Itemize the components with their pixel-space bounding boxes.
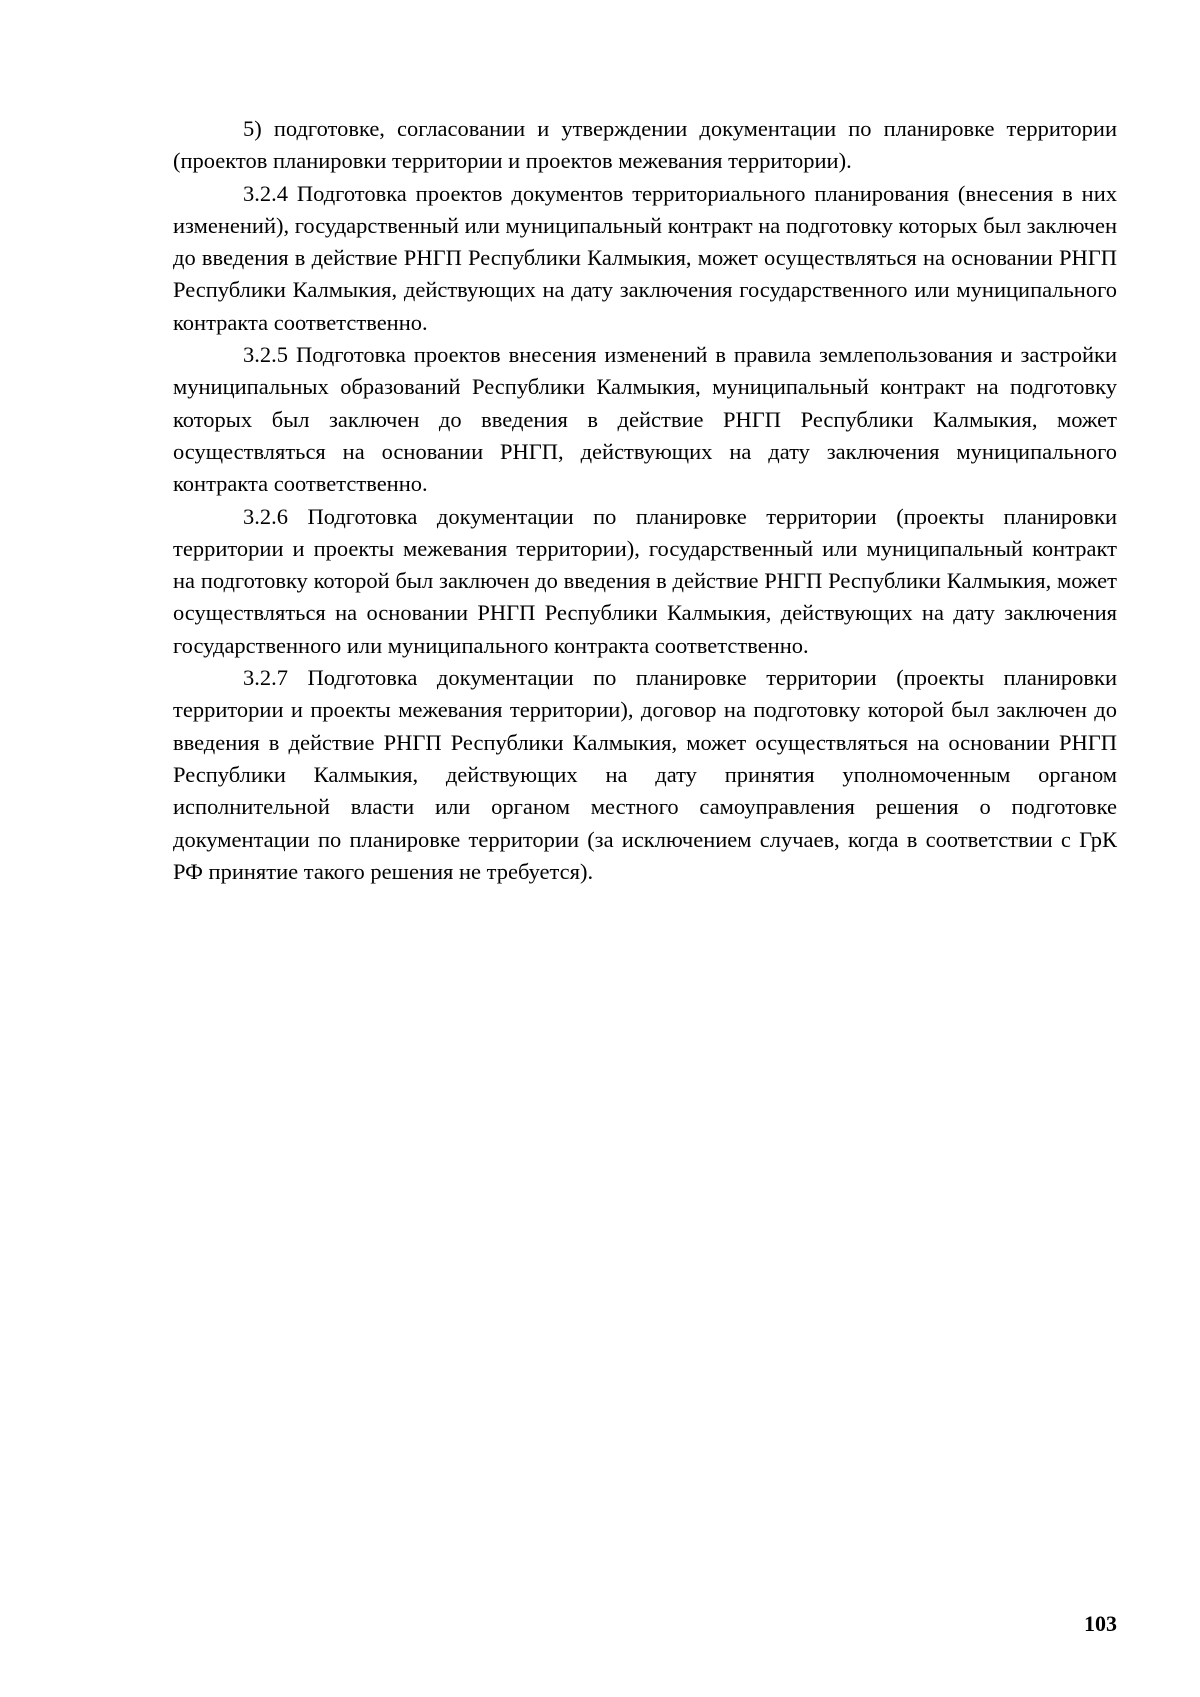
paragraph-3-2-5: 3.2.5 Подготовка проектов внесения изменений в правила землепользования и застройки муниципальных образований Республики Калмыкия, муниципальный контракт на подготовку которых был заключен до введения в действие РНГП Республики Калмыкия, может осуществляться на основании РНГП, действующих на дату заключения муниципального контракта соответственно. — [173, 342, 1117, 497]
document-body — [173, 113, 1117, 888]
paragraph-3-2-4: 3.2.4 Подготовка проектов документов территориального планирования (внесения в них изменений), государственный или муниципальный контракт на подготовку которых был заключен до введения в действие РНГП Республики Калмыкия, может осуществляться на основании РНГП Республики Калмыкия, действующих на дату заключения государственного или муниципального контракта соответственно. — [173, 180, 1118, 335]
paragraph-3-2-7: 3.2.7 Подготовка документации по планировке территории (проекты планировки территории и проекты межевания территории), договор на подготовку которой был заключен до введения в действие РНГП Республики Калмыкия, может осуществляться на основании РНГП Республики Калмыкия, действующих на дату принятия уполномоченным органом исполнительной власти или органом местного самоуправления решения о подготовке документации по планировке территории (за исключением случаев, когда в соответствии с ГрК РФ принятие такого решения не требуется). — [173, 665, 1117, 884]
paragraph-3-2-6: 3.2.6 Подготовка документации по планировке территории (проекты планировки территории и проекты межевания территории), государственный или муниципальный контракт на подготовку которой был заключен до введения в действие РНГП Республики Калмыкия, может осуществляться на основании РНГП Республики Калмыкия, действующих на дату заключения государственного или муниципального контракта соответственно. — [173, 503, 1117, 658]
page-number: 103 — [1084, 1611, 1117, 1636]
paragraph-item-5: 5) подготовке, согласовании и утверждении документации по планировке территории (проектов планировки территории и проектов межевания территории). — [173, 116, 1117, 174]
